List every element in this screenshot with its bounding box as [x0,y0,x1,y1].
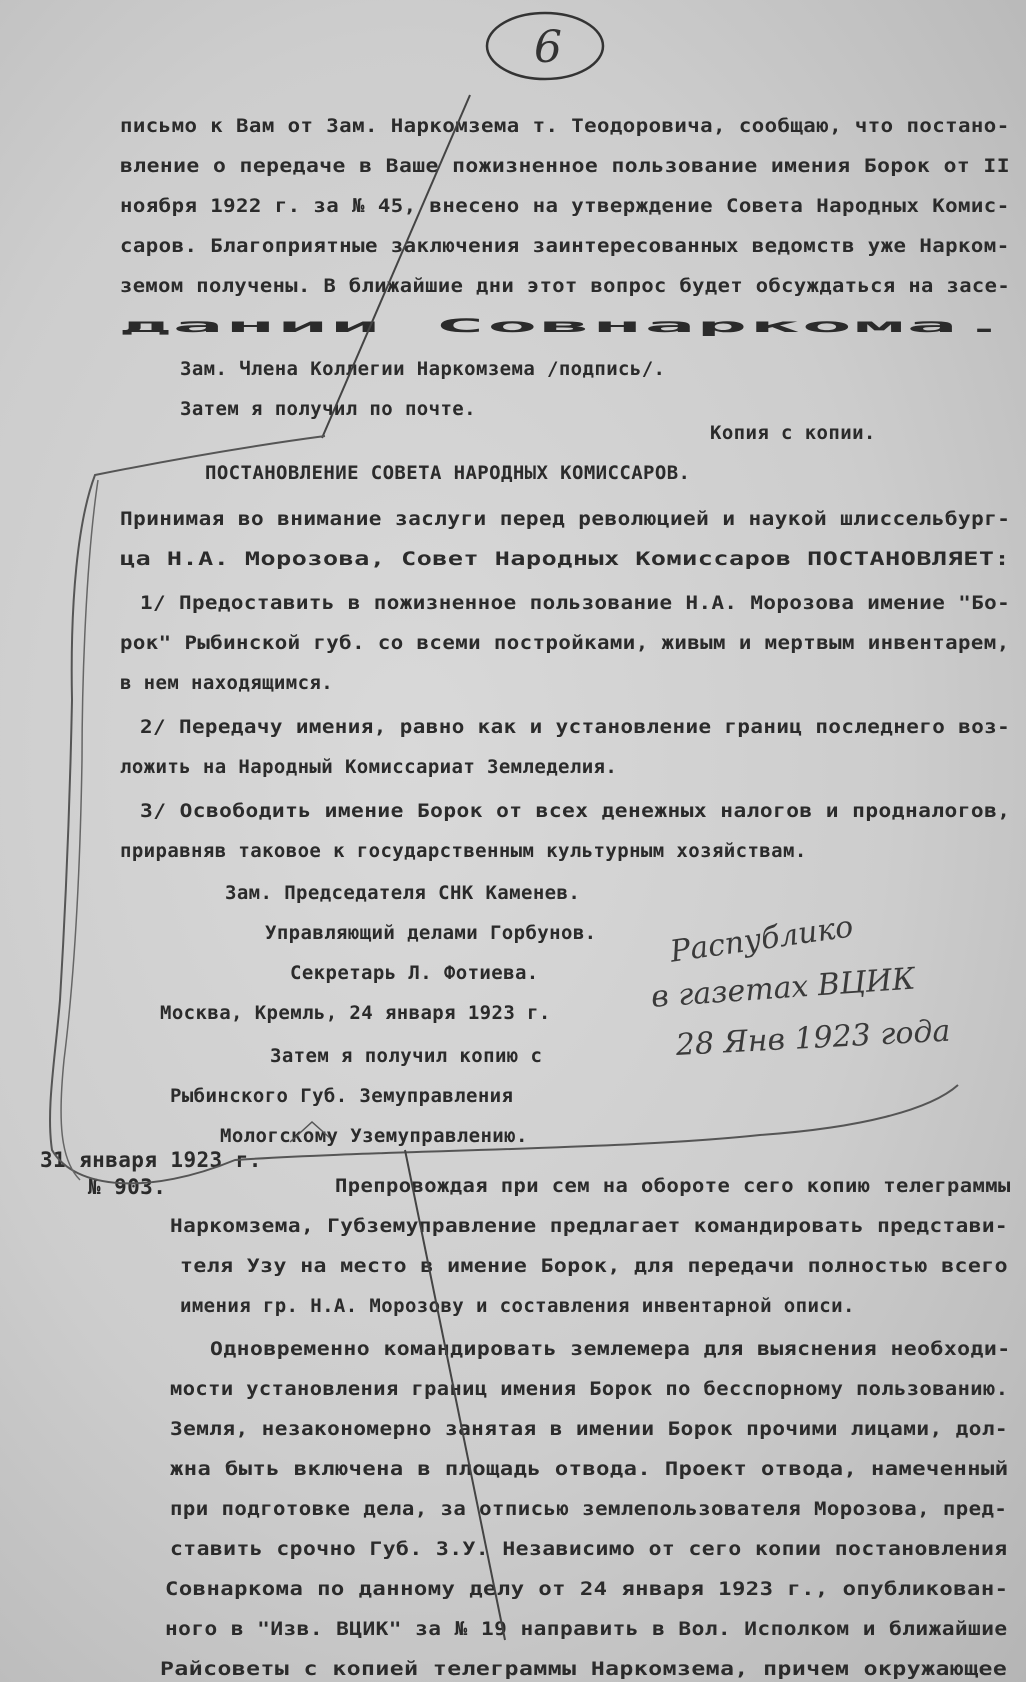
pencil-bracket-inner [61,480,98,1180]
text-line: жна быть включена в площадь отвода. Проект отвода, намеченный [170,1458,1009,1480]
text-line: Зам. Члена Коллегии Наркомзема /подпись/. [180,358,666,380]
text-line: дании Совнаркома. [120,315,1012,337]
text-line: ца Н.А. Морозова, Совет Народных Комиссаров ПОСТАНОВЛЯЕТ: [120,548,1011,570]
handwritten-line: 28 Янв 1923 года [675,1013,952,1063]
handwritten-line: в газетах ВЦИК [650,961,917,1015]
text-line: 31 января 1923 г. [40,1148,262,1172]
text-line: Мологскому Уземуправлению. [220,1125,528,1147]
text-line: земом получены. В ближайшие дни этот вопрос будет обсуждаться на засе- [120,275,1011,297]
text-line: при подготовке дела, за отписью землепользователя Морозова, пред- [170,1498,1008,1520]
text-line: Совнаркома по данному делу от 24 января 1923 г., опубликован- [165,1578,1009,1600]
text-line: Копия с копии. [710,422,876,444]
pencil-strike-line-top [322,95,470,438]
text-line: имения гр. Н.А. Морозову и составления инвентарной описи. [180,1295,855,1317]
text-line: 2/ Передачу имения, равно как и установление границ последнего воз- [140,716,1011,738]
text-line: Зам. Председателя СНК Каменев. [225,882,581,904]
text-line: теля Узу на место в имение Борок, для передачи полностью всего [180,1255,1008,1277]
text-line: 1/ Предоставить в пожизненное пользование Н.А. Морозова имение "Бо- [140,592,1011,614]
text-line: Москва, Кремль, 24 января 1923 г. [160,1002,551,1024]
pencil-strike-line-bottom [405,1150,505,1640]
text-line: в нем находящимся. [120,672,334,694]
text-line: приравняв таковое к государственным культурным хозяйствам. [120,840,807,862]
text-line: ного в "Изв. ВЦИК" за № 19 направить в Вол. Исполком и ближайшие [165,1618,1008,1640]
text-line: Рыбинского Губ. Земуправления [170,1085,514,1107]
pencil-bracket-outline [50,436,958,1183]
text-line: вление о передаче в Ваше пожизненное пользование имения Борок от II [120,155,1010,177]
text-line: ПОСТАНОВЛЕНИЕ СОВЕТА НАРОДНЫХ КОМИССАРОВ. [205,462,691,484]
text-line: Райсоветы с копией телеграммы Наркомзема, причем окружающее [160,1658,1008,1680]
handwritten-line: Распублико [668,909,856,970]
text-line: Одновременно командировать землемера для выяснения необходи- [210,1338,1011,1360]
text-line: саров. Благоприятные заключения заинтересованных ведомств уже Нарком- [120,235,1010,257]
text-line: № 903. [88,1175,167,1199]
pencil-tick-mark [290,1122,330,1142]
text-line: ставить срочно Губ. З.У. Независимо от сего копии постановления [170,1538,1008,1560]
text-line: Принимая во внимание заслуги перед революцией и наукой шлиссельбург- [120,508,1011,530]
text-line: 3/ Освободить имение Борок от всех денежных налогов и продналогов, [140,800,1011,822]
text-line: мости установления границ имения Борок по бесспорному пользованию. [170,1378,1009,1400]
text-line: Препровождая при сем на обороте сего копию телеграммы [335,1175,1011,1197]
text-line: Наркомзема, Губземуправление предлагает командировать представи- [170,1215,1009,1237]
text-line: Затем я получил по почте. [180,398,476,420]
text-line: ложить на Народный Комиссариат Земледелия. [120,756,618,778]
page-number-circled: 6 [534,22,562,73]
text-line: Земля, незакономерно занятая в имении Борок прочими лицами, дол- [170,1418,1009,1440]
text-line: Секретарь Л. Фотиева. [290,962,539,984]
text-line: письмо к Вам от Зам. Наркомзема т. Теодоровича, сообщаю, что постано- [120,115,1010,137]
text-line: рок" Рыбинской губ. со всеми постройками, живым и мертвым инвентарем, [120,632,1010,654]
text-line: Управляющий делами Горбунов. [265,922,597,944]
text-line: ноября 1922 г. за № 45, внесено на утверждение Совета Народных Комис- [120,195,1010,217]
text-line: Затем я получил копию с [270,1045,543,1067]
